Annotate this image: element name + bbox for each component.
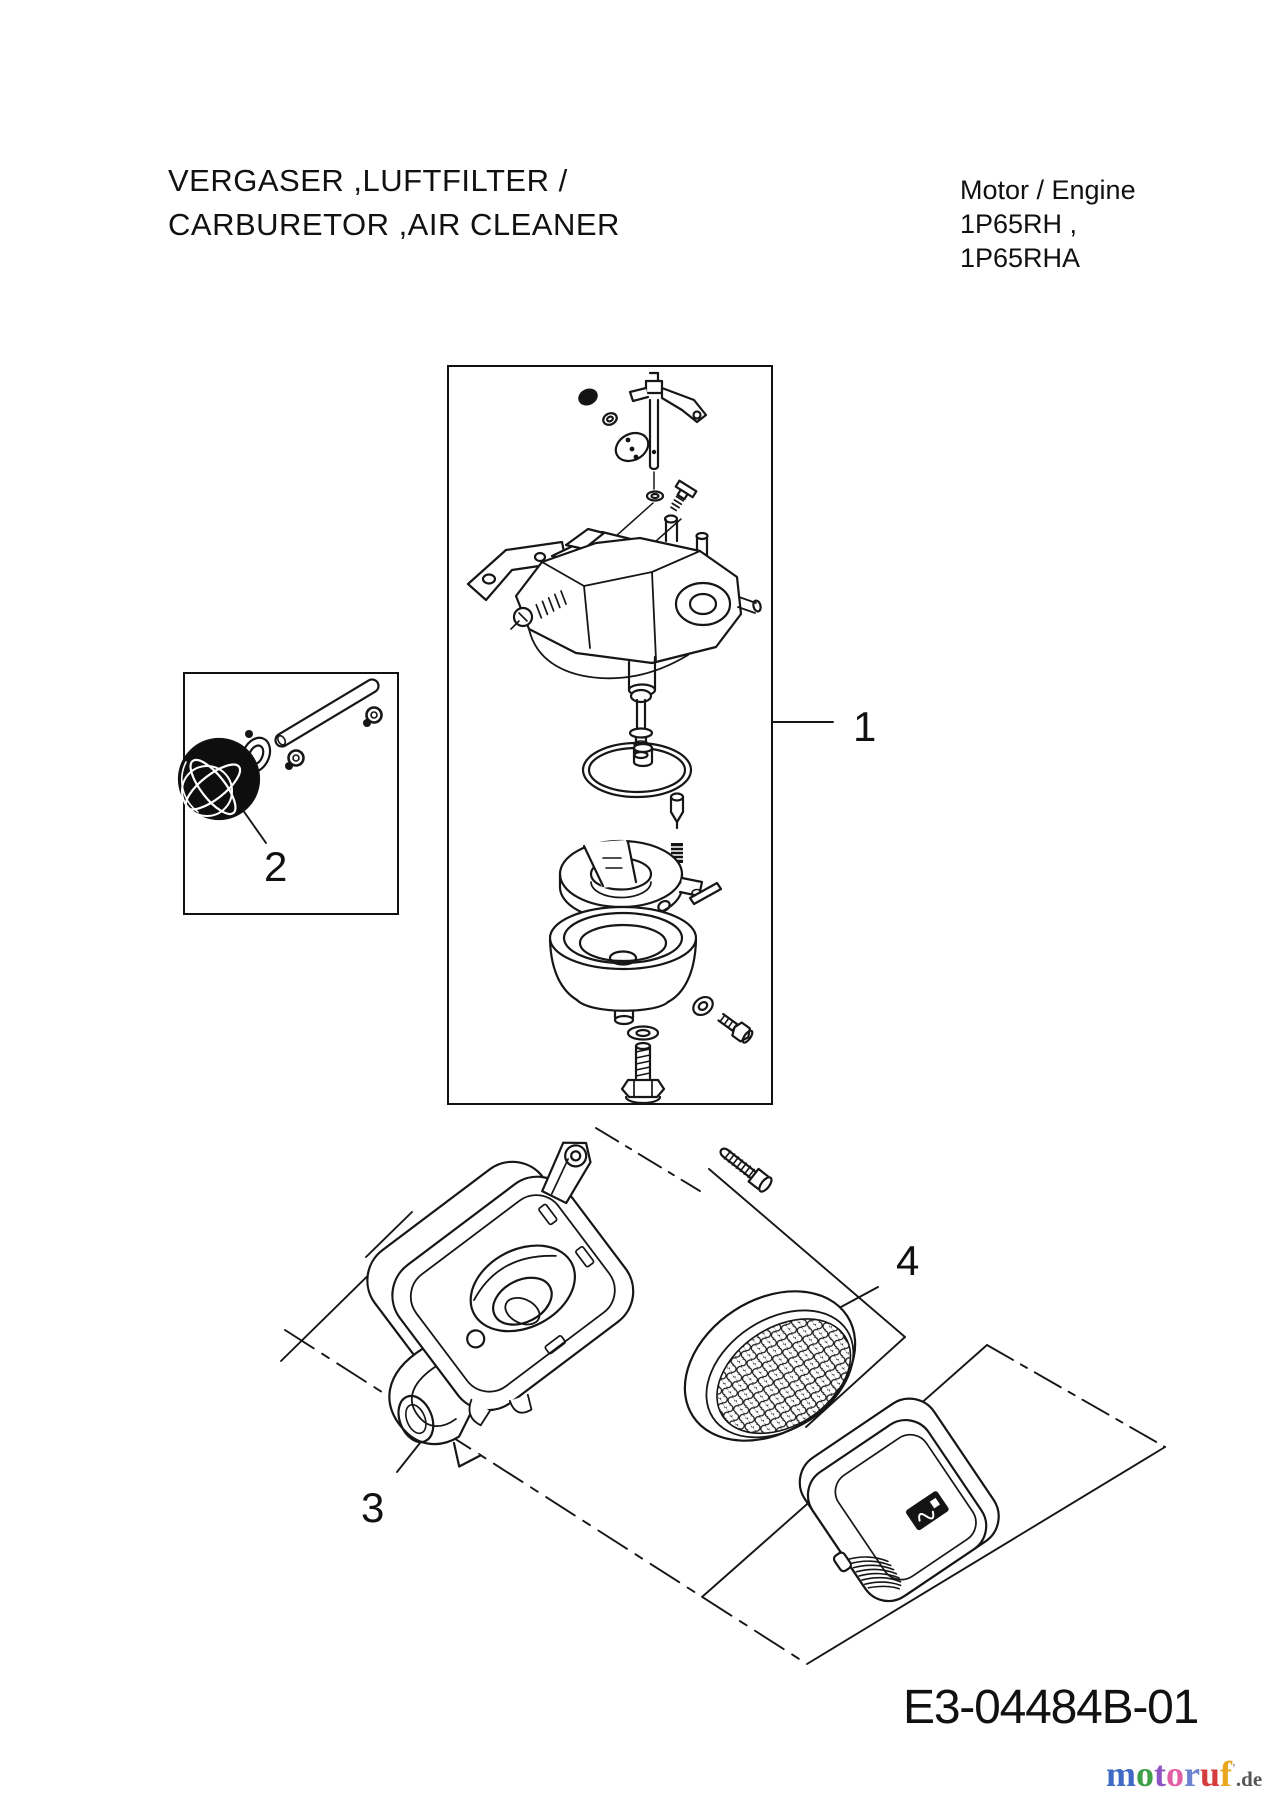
float-needle-valve [671,794,683,829]
phantom-line [596,1128,700,1191]
callout-filter-housing: 3 [361,1484,385,1531]
watermark-letter: o [1166,1754,1184,1794]
shaft-washer [647,492,663,501]
shaft-washer-hole [652,494,659,498]
carburetor-body [468,516,762,696]
watermark-letter: f [1220,1754,1233,1794]
fuel-tube [273,677,381,749]
watermark-letter: u [1199,1754,1221,1794]
title-line-1: VERGASER ,LUFTFILTER / [168,163,568,198]
engine-model-2: 1P65RHA [960,243,1081,273]
primer-kit-view [179,677,382,820]
tube-clip [285,751,304,771]
watermark-letter: m [1106,1754,1136,1794]
watermark-tm-mark: ' [1232,1762,1236,1777]
drain-screw [690,993,755,1045]
phantom-line [987,1345,1165,1447]
callout-primer-kit: 2 [264,843,288,890]
idle-adjust-screw [665,481,696,514]
callout-filter-element: 4 [896,1237,920,1284]
mounting-screw [716,1143,774,1193]
bowl-bolt [622,1027,664,1104]
page-title [168,159,620,247]
tube-clip [363,708,382,728]
bowl-gasket-o-ring [583,743,691,797]
throttle-shaft [630,373,706,489]
motoruf-watermark [1106,1750,1262,1799]
air-cleaner-cover [780,1387,1010,1617]
engine-info [960,173,1136,275]
air-filter-housing [305,1113,698,1486]
primer-bulb [179,730,275,820]
watermark-letter: o [1136,1754,1154,1794]
engine-label: Motor / Engine [960,175,1136,205]
title-line-2: CARBURETOR ,AIR CLEANER [168,207,620,242]
callout-carburetor: 1 [853,703,877,750]
engine-model-1: 1P65RH , [960,209,1078,239]
watermark-letter: t [1154,1754,1166,1794]
watermark-suffix: .de [1235,1767,1263,1791]
document-number: E3-04484B-01 [903,1681,1199,1734]
float-bowl [550,907,696,1024]
watermark-letter: r [1184,1754,1200,1794]
carburetor-exploded-view [468,373,762,1103]
